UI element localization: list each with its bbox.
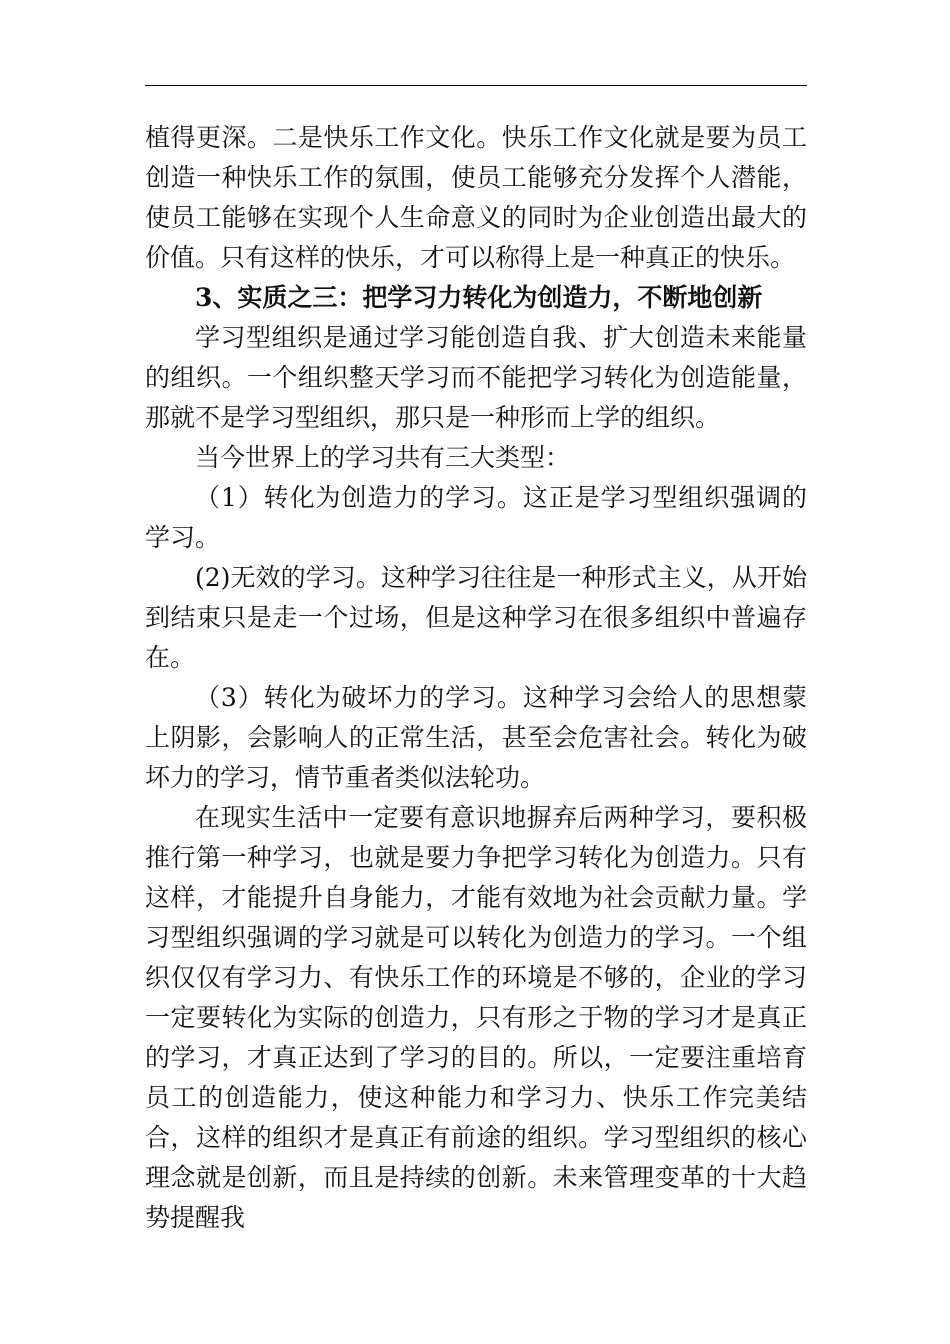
paragraph-learning-organization: 学习型组织是通过学习能创造自我、扩大创造未来能量的组织。一个组织整天学习而不能把学习转化为创造能量，那就不是学习型组织，那只是一种形而上学的组织。 bbox=[145, 323, 807, 432]
header-rule bbox=[145, 85, 807, 86]
document-body bbox=[145, 118, 807, 1238]
paragraph-happy-work-culture: 植得更深。二是快乐工作文化。快乐工作文化就是要为员工创造一种快乐工作的氛围，使员工能够充分发挥个人潜能，使员工能够在实现个人生命意义的同时为企业创造出最大的价值。只有这样的快乐，才可以称得上是一种真正的快乐。 bbox=[145, 123, 807, 272]
section-heading-3: 3、实质之三：把学习力转化为创造力，不断地创新 bbox=[195, 283, 763, 312]
list-item-type-3: （3）转化为破坏力的学习。这种学习会给人的思想蒙上阴影，会影响人的正常生活，甚至会危害社会。转化为破坏力的学习，情节重者类似法轮功。 bbox=[145, 683, 807, 792]
list-item-type-2: (2)无效的学习。这种学习往往是一种形式主义，从开始到结束只是走一个过场，但是这种学习在很多组织中普遍存在。 bbox=[145, 563, 807, 672]
paragraph-three-types-intro: 当今世界上的学习共有三大类型： bbox=[195, 443, 571, 472]
paragraph-conclusion: 在现实生活中一定要有意识地摒弃后两种学习，要积极推行第一种学习，也就是要力争把学习转化为创造力。只有这样，才能提升自身能力，才能有效地为社会贡献力量。学习型组织强调的学习就是可以转化为创造力的学习。一个组织仅仅有学习力、有快乐工作的环境是不够的，企业的学习一定要转化为实际的创造力，只有形之于物的学习才是真正的学习，才真正达到了学习的目的。所以，一定要注重培育员工的创造能力，使这种能力和学习力、快乐工作完美结合，这样的组织才是真正有前途的组织。学习型组织的核心理念就是创新，而且是持续的创新。未来管理变革的十大趋势提醒我 bbox=[145, 803, 807, 1232]
list-item-type-1: （1）转化为创造力的学习。这正是学习型组织强调的学习。 bbox=[145, 483, 807, 552]
